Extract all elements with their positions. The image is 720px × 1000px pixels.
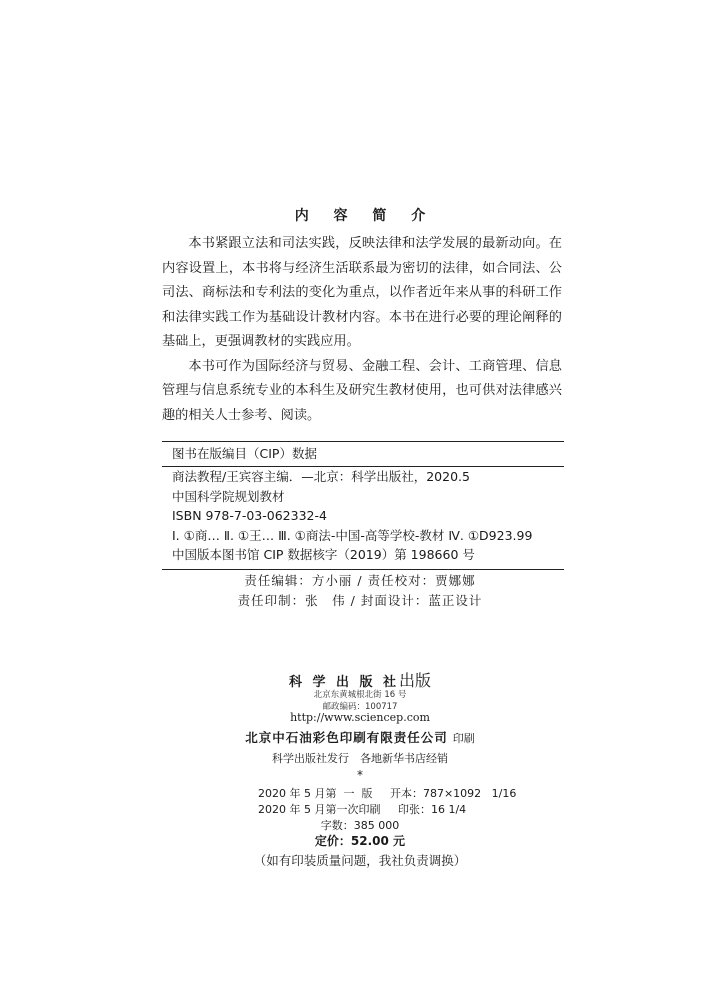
cip-line-series: 中国科学院规划教材	[172, 488, 285, 504]
staff-line-editors: 责任编辑：方小丽 / 责任校对：贾娜娜	[244, 573, 476, 588]
imprint-printing: 2020 年 5 月第一次印刷 印张：16 1/4	[258, 803, 467, 816]
publisher-url: http://www.sciencep.com	[290, 711, 430, 724]
imprint-wordcount: 字数：385 000	[320, 819, 400, 832]
printer-line	[0, 727, 720, 746]
printer-name: 北京中石油彩色印刷有限责任公司	[245, 730, 448, 745]
distribution-line: 科学出版社发行 各地新华书店经销	[272, 752, 448, 765]
intro-paragraph-1: 本书紧跟立法和司法实践，反映法律和法学发展的最新动向。在内容设置上，本书将与经济生活联系最为密切的法律，如合同法、公司法、商标法和专利法的变化为重点，以作者近年来从事的科研工作和法律实践工作为基础设计教材内容。本书在进行必要的理论阐释的基础上，更强调教材的实践应用。	[162, 236, 562, 349]
cip-line-classification: Ⅰ. ①商… Ⅱ. ①王… Ⅲ. ①商法-中国-高等学校-教材 Ⅳ. ①D923.99	[172, 527, 533, 543]
separator-asterisk: *	[357, 768, 363, 782]
imprint-price: 定价：52.00 元	[314, 834, 406, 848]
cip-line-isbn: ISBN 978-7-03-062332-4	[172, 508, 327, 524]
publisher-name: 科 学 出 版 社	[288, 675, 400, 690]
printer-suffix: 印刷	[452, 732, 475, 745]
publisher-suffix: 出版	[399, 671, 432, 690]
publisher-postcode: 邮政编码：100717	[322, 702, 398, 712]
cip-block	[162, 441, 564, 570]
imprint-notice: （如有印装质量问题，我社负责调换）	[253, 853, 467, 868]
cip-line-record-number: 中国版本图书馆 CIP 数据核字（2019）第 198660 号	[172, 547, 475, 563]
cip-header: 图书在版编目（CIP）数据	[172, 446, 317, 461]
publisher-address: 北京东黄城根北街 16 号	[313, 690, 407, 700]
staff-line-production: 责任印制：张 伟 / 封面设计：蓝正设计	[237, 593, 483, 608]
imprint-edition: 2020 年 5 月第 一 版 开本：787×1092 1/16	[258, 787, 517, 800]
cip-bottom-rule	[162, 569, 564, 570]
cip-line-title: 商法教程/王宾容主编．—北京：科学出版社，2020.5	[172, 469, 470, 484]
intro-title: 内 容 简 介	[294, 208, 436, 224]
intro-paragraph-2: 本书可作为国际经济与贸易、金融工程、会计、工商管理、信息管理与信息系统专业的本科生及研究生教材使用，也可供对法律感兴趣的相关人士参考、阅读。	[162, 358, 562, 423]
intro-body	[162, 232, 562, 428]
